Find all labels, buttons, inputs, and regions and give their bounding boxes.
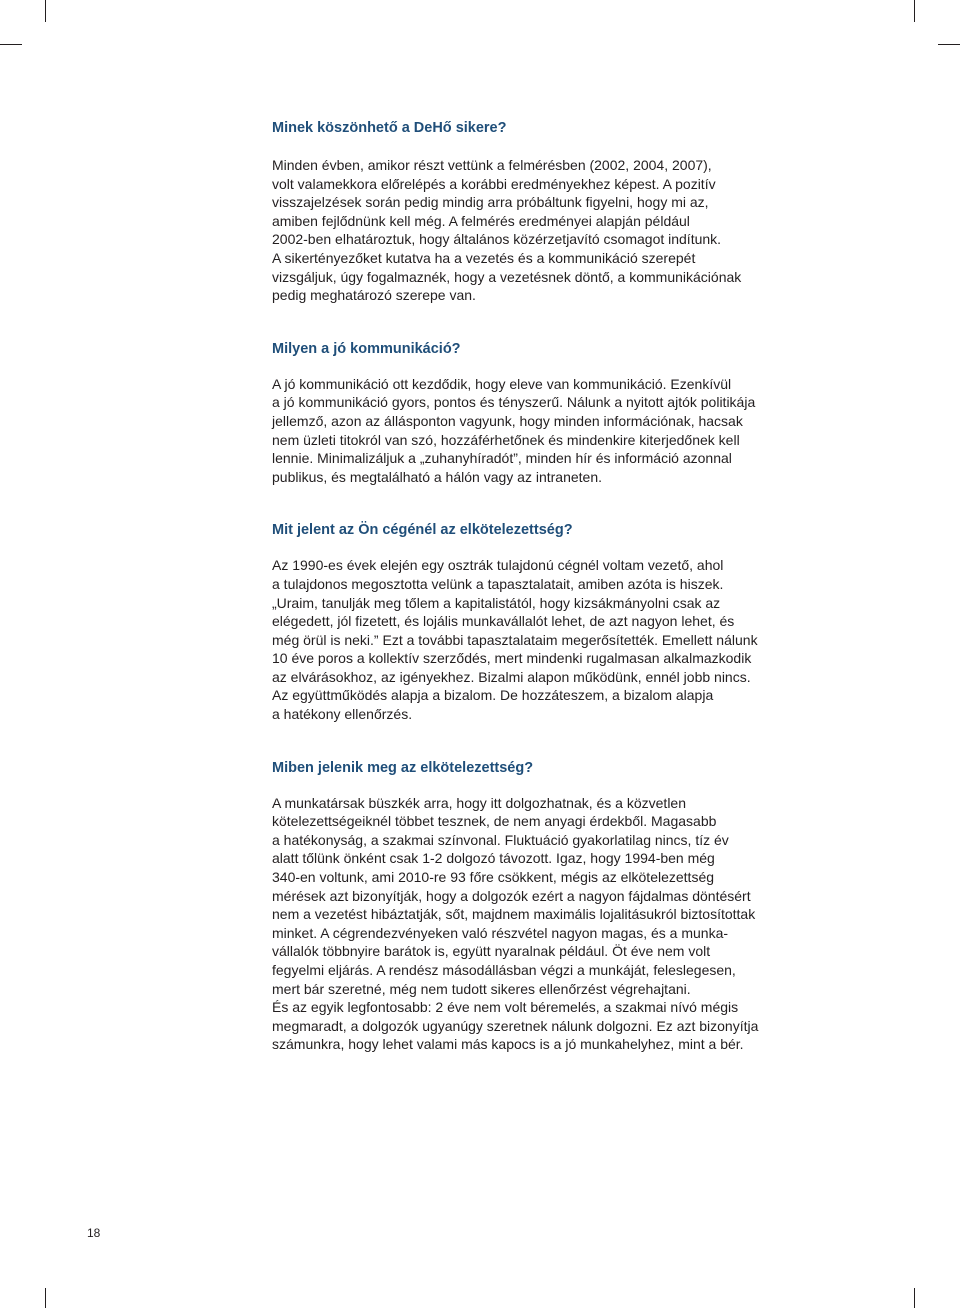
text-line: fegyelmi eljárás. A rendész másodállásban végzi a munkáját, feleslegesen, (272, 962, 736, 978)
article-body (272, 118, 832, 1054)
text-line: az elvárásokhoz, az igényekhez. Bizalmi alapon működünk, ennél jobb nincs. (272, 668, 751, 685)
text-line: visszajelzések során pedig mindig arra próbáltunk figyelni, hogy mi az, (272, 194, 709, 211)
section-paragraph-communication (272, 375, 832, 487)
section-heading-communication: Milyen a jó kommunikáció? (272, 340, 461, 357)
text-line: megmaradt, a dolgozók ugyanúgy szeretnek nálunk dolgozni. Ez azt bizonyítja (272, 1017, 759, 1034)
text-line: mérések azt bizonyítják, hogy a dolgozók ezért a nagyon fájdalmas döntésért (272, 887, 751, 904)
section-paragraph-commitment-signs (272, 794, 832, 1054)
text-line: a hatékony ellenőrzés. (272, 706, 413, 723)
crop-mark-top-left (45, 0, 46, 22)
text-line: elégedett, jól fizetett, és lojális munkavállalót lehet, de azt nagyon lehet, és (272, 613, 735, 630)
text-line: 2002-ben elhatároztuk, hogy általános közérzetjavító csomagot indítunk. (272, 231, 722, 248)
text-line: Az 1990-es évek elején egy osztrák tulajdonú cégnél voltam vezető, ahol (272, 557, 724, 574)
text-line: Minden évben, amikor részt vettünk a felmérésben (2002, 2004, 2007), (272, 157, 712, 173)
text-line: alatt tőlünk önként csak 1-2 dolgozó távozott. Igaz, hogy 1994-ben még (272, 850, 715, 867)
section-paragraph-success (272, 156, 832, 305)
section-heading-success: Minek köszönhető a DeHő sikere? (272, 120, 507, 136)
text-line: 340-en voltunk, ami 2010-re 93 főre csökkent, mégis az elkötelezettség (272, 869, 715, 886)
text-line: A jó kommunikáció ott kezdődik, hogy eleve van kommunikáció. Ezenkívül (272, 375, 732, 392)
crop-mark-top-right (914, 0, 915, 22)
text-line: számunkra, hogy lehet valami más kapocs is a jó munkahelyhez, mint a bér. (272, 1036, 744, 1053)
text-line: minket. A cégrendezvényeken való részvétel nagyon magas, és a munka- (272, 924, 729, 941)
section-heading-commitment-meaning: Mit jelent az Ön cégénél az elkötelezettség? (272, 522, 573, 539)
section-heading-commitment-signs: Miben jelenik meg az elkötelezettség? (272, 759, 534, 776)
crop-mark-right-top (938, 44, 960, 45)
text-line: mert bár szeretné, még nem tudott sikeres ellenőrzést végrehajtani. (272, 980, 691, 997)
text-line: 10 éve poros a kollektív szerződés, mert mindenki rugalmasan alkalmazkodik (272, 650, 752, 667)
text-line: kötelezettségeiknél többet tesznek, de nem anyagi érdekből. Magasabb (272, 813, 717, 830)
text-line: a hatékonyság, a szakmai színvonal. Fluktuáció gyakorlatilag nincs, tíz év (272, 831, 729, 848)
text-line: vizsgáljuk, úgy fogalmaznék, hogy a vezetésnek döntő, a kommunikációnak (272, 268, 742, 285)
text-line: amiben fejlődnünk kell még. A felmérés eredményei alapján például (272, 212, 690, 229)
text-line: Az együttműködés alapja a bizalom. De hozzáteszem, a bizalom alapja (272, 687, 714, 704)
text-line: nem üzleti titokról van szó, hozzáférhetőnek és mindenkire kiterjedőnek kell (272, 431, 740, 448)
crop-mark-bottom-right (914, 1288, 915, 1308)
text-line: nem a vezetést hibáztatják, sőt, majdnem maximális lojalitásukról biztosítottak (272, 906, 756, 923)
page-number: 18 (87, 1226, 101, 1240)
text-line: a tulajdonos megosztotta velünk a tapasztalatait, amiben azóta is hiszek. (272, 575, 724, 592)
text-line: vállalók többnyire barátok is, együtt nyaralnak például. Öt éve nem volt (272, 943, 711, 960)
crop-mark-bottom-left (45, 1288, 46, 1308)
text-line: És az egyik legfontosabb: 2 éve nem volt béremelés, a szakmai nívó mégis (272, 999, 739, 1016)
text-line: jellemző, azon az állásponton vagyunk, hogy minden információnak, hacsak (272, 412, 743, 429)
text-line: még örül is neki.” Ezt a további tapasztalataim megerősítették. Emellett nálunk (272, 631, 758, 648)
text-line: A munkatársak büszkék arra, hogy itt dolgozhatnak, és a közvetlen (272, 794, 687, 811)
section-paragraph-commitment-meaning (272, 556, 832, 723)
text-line: a jó kommunikáció gyors, pontos és tényszerű. Nálunk a nyitott ajtók politikája (272, 394, 756, 411)
text-line: „Uraim, tanulják meg tőlem a kapitalistától, hogy kizsákmányolni csak az (272, 594, 721, 611)
text-line: lennie. Minimalizáljuk a „zuhanyhíradót”, minden hír és információ azonnal (272, 450, 732, 467)
text-line: A sikertényezőket kutatva ha a vezetés és a kommunikáció szerepét (272, 249, 696, 266)
text-line: publikus, és megtalálható a hálón vagy az intraneten. (272, 468, 602, 485)
text-line: volt valamekkora előrelépés a korábbi eredményekhez képest. A pozitív (272, 175, 716, 192)
text-line: pedig meghatározó szerepe van. (272, 287, 476, 304)
crop-mark-left-top (0, 44, 22, 45)
